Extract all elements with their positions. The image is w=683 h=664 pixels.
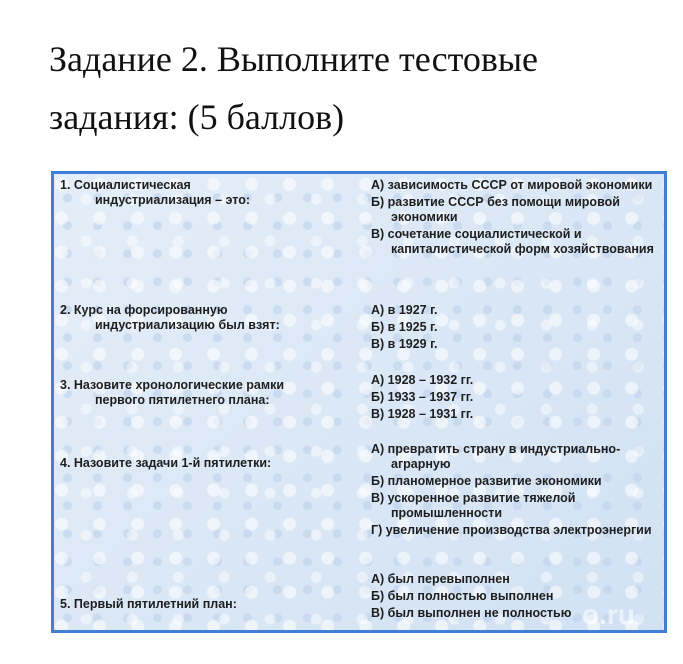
question-text: 4. Назовите задачи 1-й пятилетки:	[60, 456, 272, 470]
question-text: 3. Назовите хронологические рамки	[60, 378, 285, 392]
answer-option: А) превратить страну в индустриально-аграрную	[371, 442, 621, 471]
answer-option: Б) развитие СССР без помощи мировой экономики	[371, 195, 620, 224]
answer-option: А) был перевыполнен	[371, 572, 510, 586]
page-title: Задание 2. Выполните тестовые задания: (5 баллов)	[49, 39, 539, 137]
answer-options-4	[371, 442, 666, 540]
answer-options-3	[371, 373, 666, 424]
question-text: 2. Курс на форсированную	[60, 303, 228, 317]
question-text: 5. Первый пятилетний план:	[60, 597, 237, 611]
test-sheet	[51, 171, 667, 633]
question-text: 1. Социалистическая	[60, 178, 191, 192]
question-text-continued: индустриализацию был взят:	[95, 318, 280, 332]
question-text-continued: первого пятилетнего плана:	[95, 393, 270, 407]
answer-option: А) 1928 – 1932 гг.	[371, 373, 474, 387]
answer-option: В) ускоренное развитие тяжелой промышленности	[371, 491, 576, 520]
answer-option: В) 1928 – 1931 гг.	[371, 407, 474, 421]
answer-option: В) в 1929 г.	[371, 337, 438, 351]
answer-option: Б) планомерное развитие экономики	[371, 474, 602, 488]
question-3	[60, 378, 360, 408]
answer-option: Б) в 1925 г.	[371, 320, 438, 334]
watermark: o.ru	[582, 599, 635, 630]
answer-options-1	[371, 178, 666, 259]
question-2	[60, 303, 360, 333]
question-4	[60, 456, 360, 471]
answer-option: Б) был полностью выполнен	[371, 589, 554, 603]
answer-option: Г) увеличение производства электроэнергии	[371, 523, 652, 537]
answer-option: В) был выполнен не полностью	[371, 606, 572, 620]
answer-options-2	[371, 303, 666, 354]
question-text-continued: индустриализация – это:	[95, 193, 250, 207]
answer-option: В) сочетание социалистической и капиталистической форм хозяйствования	[371, 227, 654, 256]
answer-option: Б) 1933 – 1937 гг.	[371, 390, 474, 404]
question-1	[60, 178, 360, 208]
question-5	[60, 597, 360, 612]
answer-option: А) в 1927 г.	[371, 303, 438, 317]
answer-option: А) зависимость СССР от мировой экономики	[371, 178, 653, 192]
